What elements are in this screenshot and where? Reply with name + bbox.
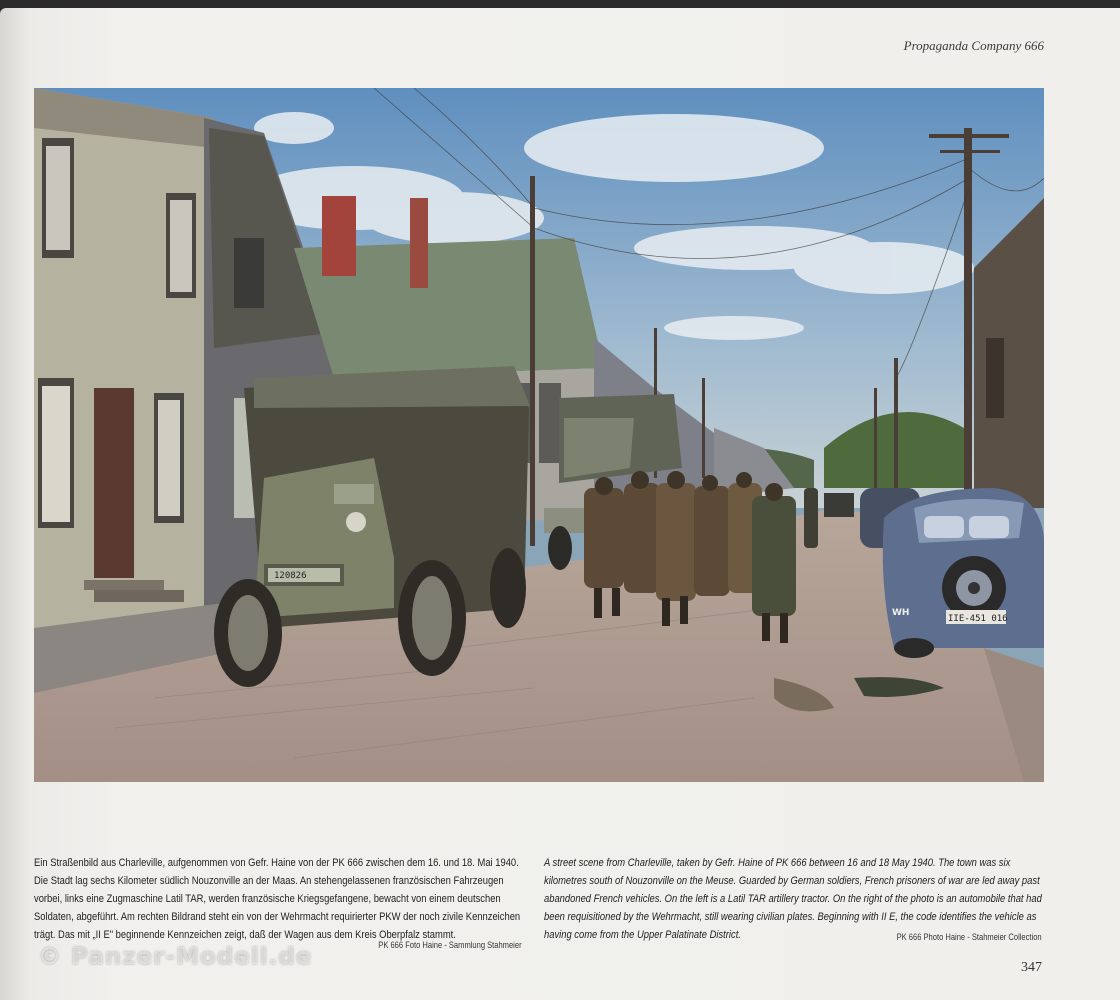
watermark: © Panzer-Modell.de xyxy=(38,944,313,970)
truck-plate: 120826 xyxy=(274,571,307,581)
caption-english: A street scene from Charleville, taken by Gefr. Haine of PK 666 between 16 and 18 May 1940. The town was six kilometres south of Nouzonville on the Meuse. Guarded by German soldiers, French prisoners of war are led away past abandoned French vehicles. On the left is a Latil TAR artillery tractor. On the right of the photo is an automobile that had been requisitioned by the Wehrmacht, still wearing civilian plates. Beginning with II E, the code identifies the vehicle as having come from the Upper Palatinate District. xyxy=(544,857,1042,941)
page-number: 347 xyxy=(1021,960,1042,975)
car-badge: WH xyxy=(892,608,910,618)
street-scene-photo xyxy=(34,88,1044,782)
caption-german: Ein Straßenbild aus Charleville, aufgenommen von Gefr. Haine von der PK 666 zwischen dem 16. und 18. Mai 1940. Die Stadt lag sechs Kilometer südlich Nouzonville an der Maas. An stehengelassenen französischen Fahrzeugen vorbei, links eine Zugmaschine Latil TAR, werden französische Kriegsgefangene, bewacht von einem deutschen Soldaten, abgeführt. Am rechten Bildrand steht ein von der Wehrmacht requirierter PKW der noch zivile Kennzeichen trägt. Das mit „II E" beginnende Kennzeichen zeigt, daß der Wagen aus dem Kreis Oberpfalz stammt. xyxy=(34,857,521,941)
photo-illustration xyxy=(34,88,1044,782)
photo-credit-german: PK 666 Foto Haine - Sammlung Stahmeier xyxy=(378,940,522,950)
requisitioned-car xyxy=(883,488,1044,658)
captions xyxy=(34,854,1044,954)
photo-credit-english: PK 666 Photo Haine - Stahmeier Collection xyxy=(897,932,1042,942)
running-head: Propaganda Company 666 xyxy=(903,38,1044,53)
book-page xyxy=(0,8,1120,1000)
car-plate: IIE-451 016 xyxy=(948,614,1008,624)
